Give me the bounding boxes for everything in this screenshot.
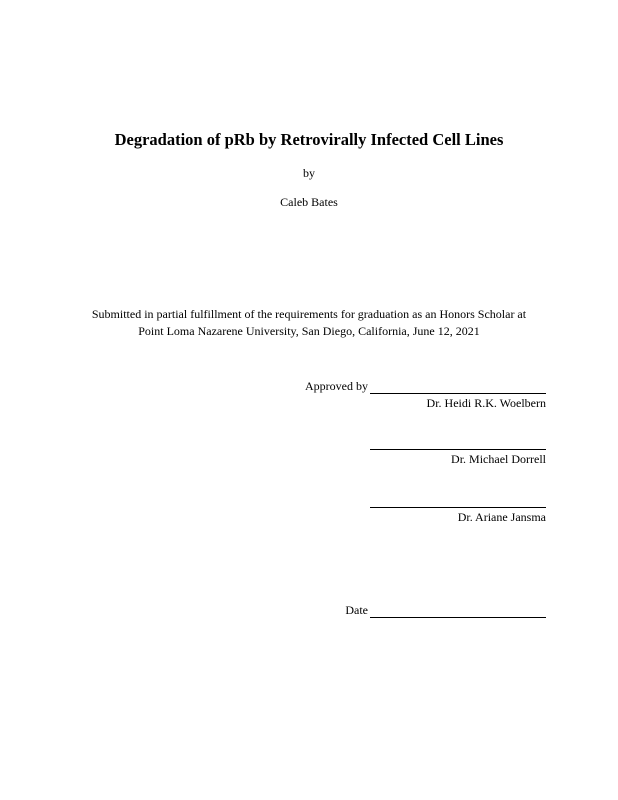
date-label: Date — [345, 603, 368, 617]
signature-line — [370, 437, 546, 450]
signer-name: Dr. Heidi R.K. Woelbern — [426, 396, 546, 410]
signature-row — [286, 434, 546, 450]
signature-line — [370, 495, 546, 508]
approved-by-label: Approved by — [305, 379, 368, 393]
submission-line-1: Submitted in partial fulfillment of the requirements for graduation as an Honors Scholar at — [91, 307, 527, 321]
signature-block-reader-1 — [286, 434, 546, 467]
signature-block-advisor — [286, 378, 546, 411]
author-name: Caleb Bates — [280, 195, 338, 209]
signer-name: Dr. Ariane Jansma — [457, 510, 546, 524]
signature-row — [286, 492, 546, 508]
signer-name: Dr. Michael Dorrell — [451, 452, 546, 466]
by-line: by — [303, 166, 315, 180]
signature-block-reader-2 — [286, 492, 546, 525]
signature-line — [370, 381, 546, 394]
approval-row — [286, 378, 546, 394]
date-line — [370, 605, 546, 618]
date-row — [286, 602, 546, 618]
date-block — [286, 602, 546, 618]
submission-statement — [60, 306, 558, 340]
submission-line-2: Point Loma Nazarene University, San Diego, California, June 12, 2021 — [138, 324, 480, 338]
document-title: Degradation of pRb by Retrovirally Infected Cell Lines — [114, 130, 504, 149]
